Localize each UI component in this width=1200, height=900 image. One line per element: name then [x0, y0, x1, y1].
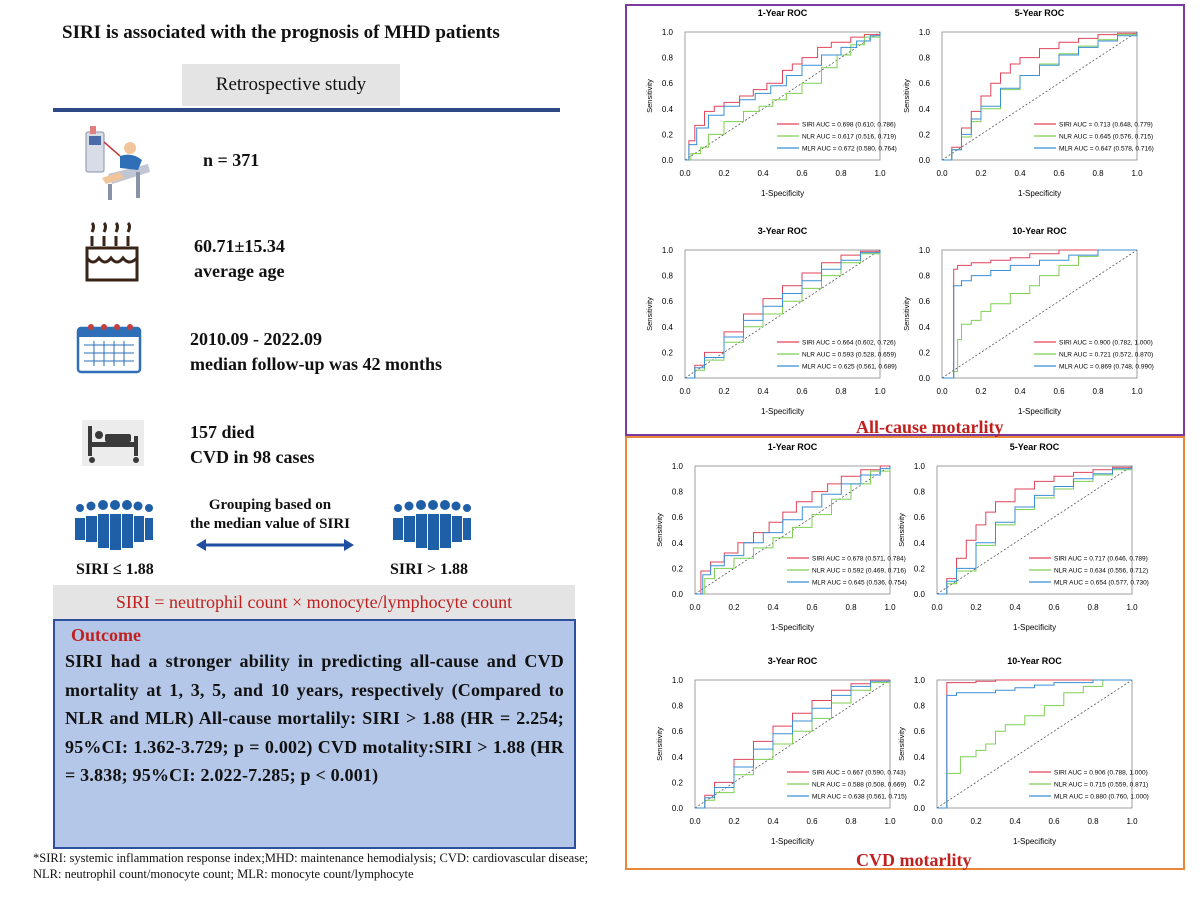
y-tick-label: 1.0: [918, 246, 930, 255]
roc-svg: [640, 6, 897, 206]
y-tick-label: 0.4: [671, 538, 683, 548]
sample-size: n = 371: [203, 150, 260, 170]
group-high-label: SIRI > 1.88: [390, 561, 469, 578]
x-tick-label: 0.6: [1048, 817, 1060, 826]
x-tick-label: 0.8: [835, 387, 847, 396]
legend-entry: MLR AUC = 0.654 (0.577, 0.730): [1054, 579, 1149, 587]
chart-title: 3-Year ROC: [757, 226, 808, 236]
double-arrow-icon: [196, 538, 354, 552]
y-tick-label: 0.2: [918, 130, 930, 140]
x-tick-label: 0.4: [1009, 817, 1021, 826]
x-tick-label: 0.6: [1053, 387, 1065, 396]
x-tick-label: 0.2: [970, 817, 982, 826]
x-tick-label: 0.6: [1053, 169, 1065, 178]
x-tick-label: 0.2: [718, 387, 730, 396]
title-divider: [53, 108, 560, 112]
y-axis-label: Sensitivity: [897, 513, 906, 547]
y-tick-label: 0.6: [918, 79, 930, 89]
roc-chart-cvd-10y: [892, 654, 1149, 859]
x-tick-label: 0.0: [936, 387, 948, 396]
x-tick-label: 0.4: [757, 169, 769, 178]
legend-entry: SIRI AUC = 0.698 (0.610, 0.786): [802, 121, 896, 129]
y-tick-label: 0.0: [671, 804, 683, 813]
y-tick-label: 1.0: [671, 462, 683, 471]
roc-curve-nlr: [695, 466, 890, 594]
x-tick-label: 0.0: [936, 169, 948, 178]
total-deaths: 157 died: [190, 422, 255, 442]
y-tick-label: 0.0: [918, 374, 930, 383]
y-axis-label: Sensitivity: [655, 727, 664, 761]
study-period: 2010.09 - 2022.09: [190, 329, 322, 349]
x-tick-label: 0.8: [845, 817, 857, 826]
y-tick-label: 0.6: [671, 513, 683, 523]
x-tick-label: 0.4: [767, 603, 779, 612]
y-tick-label: 0.8: [671, 487, 683, 497]
roc-svg: [897, 224, 1154, 424]
y-tick-label: 0.6: [918, 297, 930, 307]
legend-entry: NLR AUC = 0.721 (0.572, 0.870): [1059, 351, 1154, 359]
legend-entry: NLR AUC = 0.593 (0.528, 0.659): [802, 351, 897, 359]
x-axis-label: 1-Specificity: [760, 407, 805, 416]
legend-entry: NLR AUC = 0.715 (0.559, 0.871): [1054, 781, 1149, 789]
x-axis-label: 1-Specificity: [760, 189, 805, 198]
x-tick-label: 0.2: [728, 817, 740, 826]
legend-entry: SIRI AUC = 0.717 (0.646, 0.789): [1054, 555, 1148, 563]
y-tick-label: 0.4: [913, 538, 925, 548]
legend-entry: SIRI AUC = 0.906 (0.788, 1.000): [1054, 769, 1148, 777]
legend-entry: MLR AUC = 0.672 (0.580, 0.764): [802, 145, 897, 153]
y-tick-label: 0.4: [661, 322, 673, 332]
legend-entry: SIRI AUC = 0.713 (0.648, 0.779): [1059, 121, 1153, 129]
y-tick-label: 1.0: [913, 676, 925, 685]
x-tick-label: 0.2: [975, 169, 987, 178]
x-tick-label: 1.0: [874, 387, 886, 396]
x-tick-label: 0.8: [1087, 817, 1099, 826]
follow-up-period: [190, 327, 442, 377]
y-tick-label: 0.2: [918, 348, 930, 358]
chart-title: 1-Year ROC: [767, 442, 818, 452]
footnote: *SIRI: systemic inflammation response index;MHD: maintenance hemodialysis; CVD: cardiovascular disease; NLR: neutrophil count/monocyte count; MLR: monocyte count/lymphocyte: [33, 851, 589, 881]
reference-diagonal: [937, 680, 1132, 808]
y-tick-label: 0.8: [918, 53, 930, 63]
birthday-cake-icon: [82, 222, 142, 284]
y-tick-label: 0.0: [661, 374, 673, 383]
y-tick-label: 0.2: [661, 348, 673, 358]
x-tick-label: 0.6: [796, 387, 808, 396]
legend-entry: NLR AUC = 0.588 (0.508, 0.669): [812, 781, 907, 789]
y-tick-label: 0.0: [918, 156, 930, 165]
y-tick-label: 0.6: [913, 727, 925, 737]
y-tick-label: 0.0: [661, 156, 673, 165]
x-tick-label: 0.0: [689, 603, 701, 612]
roc-svg: [892, 440, 1149, 640]
y-tick-label: 1.0: [661, 246, 673, 255]
calendar-icon: [76, 322, 144, 374]
x-axis-label: 1-Specificity: [1017, 407, 1062, 416]
legend-entry: NLR AUC = 0.645 (0.576, 0.715): [1059, 133, 1154, 141]
group-low-label: SIRI ≤ 1.88: [76, 561, 154, 578]
y-tick-label: 0.4: [671, 752, 683, 762]
average-age: [194, 234, 285, 284]
outcome-text: SIRI had a stronger ability in predicting all-cause and CVD mortality at 1, 3, 5, and 10 years, respectively (Compared to NLR and MLR) All-cause mortalily: SIRI > 1.88 (HR = 2.254; 95%CI: 1.362-3.729; p = 0.002) CVD motality:SIRI > 1.88 (HR = 3.838; 95%CI: 2.022-7.285; p < 0.001): [65, 651, 564, 786]
roc-svg: [640, 224, 897, 424]
y-axis-label: Sensitivity: [645, 297, 654, 331]
x-axis-label: 1-Specificity: [1012, 837, 1057, 846]
y-axis-label: Sensitivity: [902, 297, 911, 331]
roc-svg: [892, 654, 1149, 854]
median-follow-up: median follow-up was 42 months: [190, 354, 443, 374]
legend-entry: MLR AUC = 0.638 (0.561, 0.715): [812, 793, 907, 801]
legend-entry: SIRI AUC = 0.900 (0.782, 1.000): [1059, 339, 1153, 347]
y-tick-label: 0.8: [913, 701, 925, 711]
y-tick-label: 0.0: [913, 804, 925, 813]
x-tick-label: 0.4: [1009, 603, 1021, 612]
legend-entry: MLR AUC = 0.880 (0.760, 1.000): [1054, 793, 1149, 801]
y-tick-label: 0.4: [918, 322, 930, 332]
cvd-panel-label: CVD motarlity: [856, 850, 972, 870]
roc-chart-allcause-3y: [640, 224, 897, 429]
y-axis-label: Sensitivity: [655, 513, 664, 547]
y-tick-label: 0.6: [671, 727, 683, 737]
x-tick-label: 0.6: [1048, 603, 1060, 612]
death-counts: [190, 420, 315, 470]
age-label: average age: [194, 261, 285, 281]
x-tick-label: 0.2: [718, 169, 730, 178]
x-tick-label: 0.0: [679, 169, 691, 178]
x-axis-label: 1-Specificity: [1012, 623, 1057, 632]
y-tick-label: 0.8: [913, 487, 925, 497]
outcome-box: [53, 619, 576, 849]
x-tick-label: 0.4: [1014, 387, 1026, 396]
roc-chart-cvd-1y: [650, 440, 907, 645]
reference-diagonal: [942, 250, 1137, 378]
y-tick-label: 0.0: [913, 590, 925, 599]
x-tick-label: 1.0: [1131, 169, 1143, 178]
y-tick-label: 0.2: [661, 130, 673, 140]
roc-chart-cvd-3y: [650, 654, 907, 859]
x-tick-label: 0.8: [1087, 603, 1099, 612]
y-tick-label: 1.0: [918, 28, 930, 37]
x-tick-label: 1.0: [1131, 387, 1143, 396]
x-tick-label: 0.6: [806, 817, 818, 826]
legend-entry: MLR AUC = 0.647 (0.578, 0.716): [1059, 145, 1154, 153]
roc-svg: [650, 440, 907, 640]
x-tick-label: 0.2: [728, 603, 740, 612]
y-tick-label: 1.0: [671, 676, 683, 685]
y-tick-label: 0.2: [913, 564, 925, 574]
y-tick-label: 0.6: [661, 297, 673, 307]
grouping-label: Grouping based on the median value of SIRI: [189, 497, 350, 532]
x-tick-label: 0.0: [689, 817, 701, 826]
y-tick-label: 0.2: [913, 778, 925, 788]
chart-title: 5-Year ROC: [1014, 8, 1065, 18]
y-tick-label: 0.2: [671, 564, 683, 574]
roc-svg: [897, 6, 1154, 206]
x-tick-label: 1.0: [1126, 817, 1138, 826]
y-tick-label: 0.8: [671, 701, 683, 711]
legend-entry: NLR AUC = 0.617 (0.516, 0.719): [802, 133, 897, 141]
legend-entry: MLR AUC = 0.869 (0.748, 0.990): [1059, 363, 1154, 371]
x-tick-label: 0.6: [796, 169, 808, 178]
x-tick-label: 0.2: [970, 603, 982, 612]
x-tick-label: 0.0: [931, 817, 943, 826]
x-tick-label: 1.0: [884, 603, 896, 612]
x-tick-label: 0.2: [975, 387, 987, 396]
x-axis-label: 1-Specificity: [1017, 189, 1062, 198]
y-tick-label: 0.4: [913, 752, 925, 762]
x-tick-label: 0.8: [835, 169, 847, 178]
y-tick-label: 0.0: [671, 590, 683, 599]
legend-entry: NLR AUC = 0.634 (0.556, 0.712): [1054, 567, 1149, 575]
y-axis-label: Sensitivity: [902, 79, 911, 113]
x-tick-label: 1.0: [884, 817, 896, 826]
roc-curve-nlr: [685, 250, 880, 378]
y-tick-label: 0.8: [661, 271, 673, 281]
y-tick-label: 1.0: [661, 28, 673, 37]
y-tick-label: 1.0: [913, 462, 925, 471]
outcome-title: Outcome: [71, 625, 141, 645]
x-tick-label: 0.0: [931, 603, 943, 612]
x-tick-label: 1.0: [1126, 603, 1138, 612]
y-axis-label: Sensitivity: [645, 79, 654, 113]
chart-title: 3-Year ROC: [767, 656, 818, 666]
siri-formula: SIRI = neutrophil count × monocyte/lymphocyte count: [53, 585, 575, 619]
legend-entry: MLR AUC = 0.625 (0.561, 0.689): [802, 363, 897, 371]
legend-entry: SIRI AUC = 0.678 (0.571, 0.784): [812, 555, 906, 563]
x-tick-label: 0.8: [1092, 169, 1104, 178]
roc-chart-cvd-5y: [892, 440, 1149, 645]
x-tick-label: 0.8: [1092, 387, 1104, 396]
roc-curve-nlr: [695, 680, 890, 808]
chart-title: 5-Year ROC: [1009, 442, 1060, 452]
x-tick-label: 1.0: [874, 169, 886, 178]
people-group-icon-left: [74, 500, 154, 552]
x-tick-label: 0.6: [806, 603, 818, 612]
y-tick-label: 0.6: [661, 79, 673, 89]
roc-chart-allcause-10y: [897, 224, 1154, 429]
y-tick-label: 0.2: [671, 778, 683, 788]
y-axis-label: Sensitivity: [897, 727, 906, 761]
x-tick-label: 0.4: [1014, 169, 1026, 178]
legend-entry: SIRI AUC = 0.667 (0.590, 0.743): [812, 769, 906, 777]
y-tick-label: 0.4: [661, 104, 673, 114]
cvd-deaths: CVD in 98 cases: [190, 447, 315, 467]
people-group-icon-right: [392, 500, 472, 552]
chart-title: 10-Year ROC: [1012, 226, 1067, 236]
x-axis-label: 1-Specificity: [770, 623, 815, 632]
hemodialysis-icon: [80, 122, 155, 202]
hospital-bed-icon: [82, 420, 144, 466]
x-tick-label: 0.8: [845, 603, 857, 612]
y-tick-label: 0.6: [913, 513, 925, 523]
x-tick-label: 0.4: [767, 817, 779, 826]
roc-chart-allcause-5y: [897, 6, 1154, 211]
study-type-box: Retrospective study: [182, 64, 400, 106]
chart-title: 1-Year ROC: [757, 8, 808, 18]
legend-entry: NLR AUC = 0.592 (0.469, 0.716): [812, 567, 907, 575]
x-tick-label: 0.0: [679, 387, 691, 396]
x-tick-label: 0.4: [757, 387, 769, 396]
y-tick-label: 0.8: [918, 271, 930, 281]
y-tick-label: 0.8: [661, 53, 673, 63]
age-value: 60.71±15.34: [194, 236, 285, 256]
all-cause-panel-label: All-cause motarlity: [856, 417, 1004, 437]
y-tick-label: 0.4: [918, 104, 930, 114]
page-title: SIRI is associated with the prognosis of MHD patients: [62, 22, 500, 43]
legend-entry: SIRI AUC = 0.664 (0.602, 0.726): [802, 339, 896, 347]
legend-entry: MLR AUC = 0.645 (0.536, 0.754): [812, 579, 907, 587]
x-axis-label: 1-Specificity: [770, 837, 815, 846]
roc-chart-allcause-1y: [640, 6, 897, 211]
roc-svg: [650, 654, 907, 854]
chart-title: 10-Year ROC: [1007, 656, 1062, 666]
